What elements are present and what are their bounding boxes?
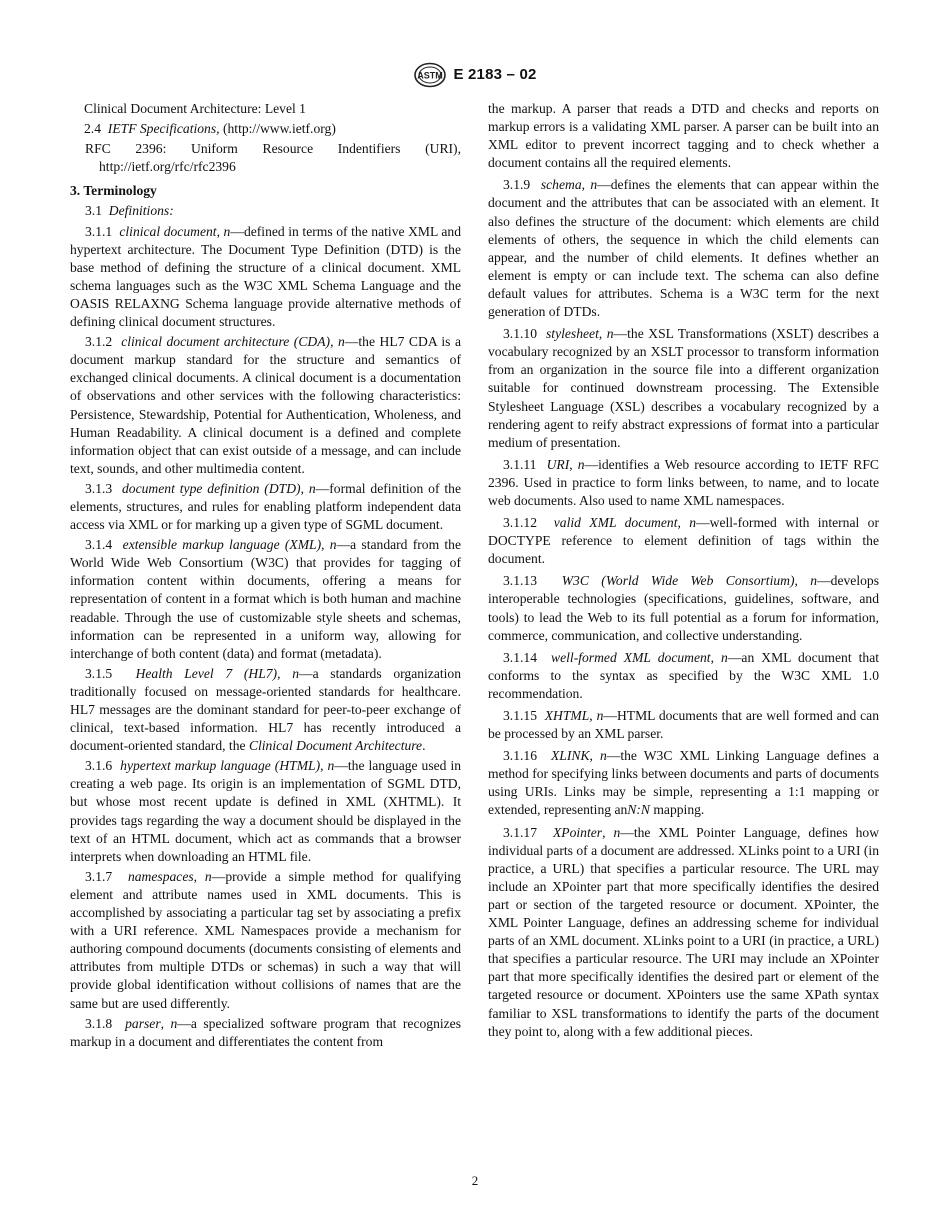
definition-namespaces: 3.1.7 namespaces, n—provide a simple method for qualifying element and attribute names used in XML documents. This is accomplished by associating a particular tag set by associating a prefix with a URI reference. XML Namespaces provide a mechanism for authoring compound documents (documents consisting of elements and attributes from multiple DTDs or schemas) in such a way that will provide global identification without collisions of names that are the same but are used differently. [70, 868, 462, 1011]
astm-logo-icon [413, 62, 447, 88]
definition-xpointer: 3.1.17 XPointer, n—the XML Pointer Language, defines how individual parts of a document are addressed. XLinks point to a URI (in practice, a URL) that specifies a particular resource. The URL may include an XPointer part that more specifically identifies the desired part or section of the targeted resource or document. XPointer, the XML Pointer Language, defines an addressing scheme for individual parts of an XML document. XLinks point to a URI (in practice, a URL) that specifies a particular resource. The URI may include an XPointer part that more specifically identifies the desired part or element of the targeted resource or document. XPointers use the same XPath syntax familiar to XSL transformations to identify the parts of the document they point to, along with a few additional pieces. [488, 824, 880, 1039]
definition-cda: 3.1.2 clinical document architecture (CDA), n—the HL7 CDA is a document markup standard for the structure and semantics of exchanged clinical documents. A clinical document is a documentation of observations and other services with the following characteristics: Persistence, Stewardship, Potential for Authentication, Wholeness, and Human Readability. A clinical document is a defined and complete information object that can exist outside of a message, and can include text, sounds, and other multimedia content. [70, 334, 462, 476]
definition-clinical-document: 3.1.1 clinical document, n—defined in terms of the native XML and hypertext architecture. The Document Type Definition (DTD) is the base method of defining the structure of a clinical document. XML schema languages such as the W3C XML Schema Language and the OASIS RELAXNG Schema language provide alternative methods of defining clinical document structures. [70, 223, 462, 330]
ref-ietf: 2.4 IETF Specifications, (http://www.ietf.org) [84, 121, 336, 137]
document-code: E 2183 – 02 [453, 65, 537, 83]
definition-parser: 3.1.8 parser, n—a specialized software program that recognizes markup in a document and differentiates the content from [70, 1015, 462, 1049]
definition-parser-continued: the markup. A parser that reads a DTD and checks and reports on markup errors is a validating XML parser. A parser can be built into an XML editor to prevent incorrect tagging and to check whether a document contains all the required elements. [488, 101, 879, 171]
page-header [0, 62, 950, 88]
definition-xlink: 3.1.16 XLINK, n—the W3C XML Linking Language defines a method for specifying links between documents and parts of documents using URIs. Links may be simple, representing a 1:1 mapping or extended, representing anN:N mapping. [488, 748, 880, 818]
definition-stylesheet: 3.1.10 stylesheet, n—the XSL Transformations (XSLT) describes a vocabulary recognized by an XSLT processor to transform information from an organization in the source file into a different organization suitable for continued downstream processing. The Extensible Stylesheet Language (XSL) describes a vocabulary recognized by a rendering agent to reify abstract expressions of format into a particular medium of presentation. [488, 326, 879, 450]
left-column [70, 100, 461, 1053]
definitions-heading: 3.1 Definitions: [85, 203, 174, 219]
definition-schema: 3.1.9 schema, n—defines the elements that can appear within the document and the attributes that can be associated with an element. It also defines the structure of the document: which elements are child elements of others, the sequence in which the child elements can appear, and the number of child elements. It defines whether an element is empty or can include text. The schema can also define default values for attributes. Schema is a W3C term for the next generation of DTDs. [488, 177, 880, 320]
svg-text:ASTM: ASTM [417, 70, 444, 81]
ref-rfc2396: RFC 2396: Uniform Resource Indentifiers (URI), http://ietf.org/rfc/rfc2396 [85, 141, 461, 175]
definition-html: 3.1.6 hypertext markup language (HTML), n—the language used in creating a web page. Its origin is an implementation of SGML DTD, but whose most recent update is defined in XML (XHTML). It provides tags regarding the way a document should be displayed in the text of an HTML document, which act as commands that a browser interprets when downloading an HTML file. [70, 758, 462, 864]
ref-cda-level1: Clinical Document Architecture: Level 1 [84, 101, 306, 116]
definition-dtd: 3.1.3 document type definition (DTD), n—formal definition of the elements, structures, and rules for enabling platform independent data access via XML or for marking up a given type of SGML document. [70, 480, 462, 533]
definition-well-formed-xml: 3.1.14 well-formed XML document, n—an XML document that conforms to the syntax as specified by the W3C XML 1.0 recommendation. [488, 649, 880, 701]
definition-w3c: 3.1.13 W3C (World Wide Web Consortium), n—develops interoperable technologies (specifications, guidelines, software, and tools) to lead the Web to its full potential as a forum for information, commerce, communication, and collective understanding. [488, 573, 879, 643]
right-column [488, 100, 879, 1045]
section-terminology-heading: 3. Terminology [70, 183, 157, 199]
definition-valid-xml: 3.1.12 valid XML document, n—well-formed with internal or DOCTYPE reference to element definition of tags within the document. [488, 515, 879, 567]
definition-uri: 3.1.11 URI, n—identifies a Web resource according to IETF RFC 2396. Used in practice to form links between, to name, and to locate web documents. Also used to name XML namespaces. [488, 456, 880, 508]
definition-xhtml: 3.1.15 XHTML, n—HTML documents that are well formed and can be processed by an XML parser. [488, 708, 880, 742]
page-number: 2 [471, 1173, 479, 1188]
definition-xml: 3.1.4 extensible markup language (XML), n—a standard from the World Wide Web Consortium (W3C) that provides for tagging of information content within documents, offering a means for representation of content in a format which is both human and machine readable. Through the use of customizable style sheets and schemas, information can be represented in a uniform way, allowing for interchange of both content (data) and format (metadata). [70, 537, 461, 661]
definition-hl7: 3.1.5 Health Level 7 (HL7), n—a standards organization traditionally focused on message-oriented standards for healthcare. HL7 messages are the dominant standard for peer-to-peer exchange of clinical, text-based information. HL7 has recently introduced a document-oriented standard, the Clinical Document Architecture. [70, 665, 462, 754]
